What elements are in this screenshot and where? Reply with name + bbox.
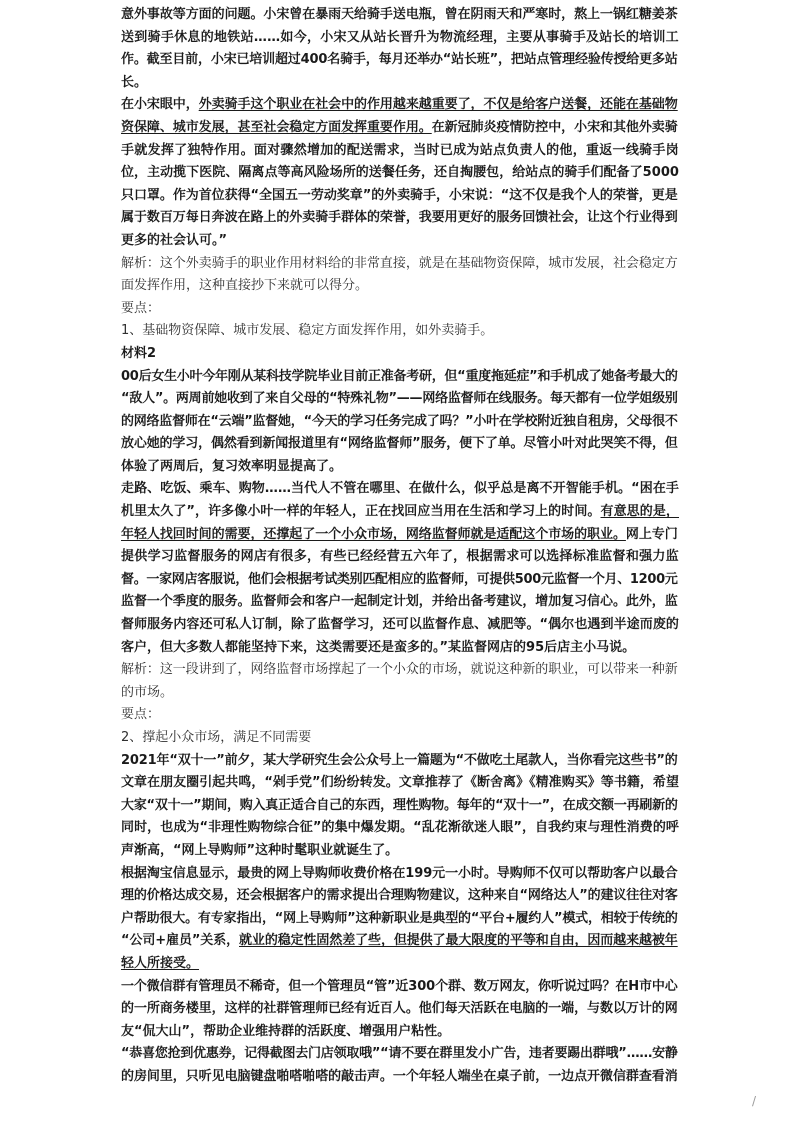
- text-run: 同时，也成为“非理性购物综合征”的集中爆发期。“乱花渐欲迷人眼”，自我约束与理性消费的呼: [121, 820, 680, 836]
- text-run: 2、撑起小众市场，满足不同需要: [121, 730, 312, 745]
- text-run: 友“侃大山”，帮助企业维持群的活跃度、增强用户粘性。: [121, 1023, 451, 1039]
- text-line: [121, 411, 679, 434]
- text-run: 走路、吃饭、乘车、购物……当代人不管在哪里、在做什么，似乎总是离不开智能手机。“困在手: [121, 481, 679, 497]
- analysis-paragraph: [121, 253, 679, 298]
- text-run: 根据淘宝信息显示，最贵的网上导购师收费价格在199元一小时。导购师不仅可以帮助客户以最合: [121, 865, 678, 881]
- text-run: 长。: [121, 74, 148, 90]
- line-content: [121, 549, 679, 564]
- line-content: [121, 436, 678, 451]
- material-paragraph: [121, 750, 679, 863]
- text-line: [121, 998, 679, 1021]
- text-line: [121, 456, 679, 479]
- underlined-text: 轻人所接受。: [121, 955, 200, 971]
- line-content: [121, 165, 679, 180]
- document-body: [121, 4, 679, 1089]
- text-run: 只口罩。作为首位获得“全国五一劳动奖章”的外卖骑手，小宋说：“这不仅是我个人的荣誉，更是: [121, 187, 678, 203]
- line-content: [121, 414, 678, 429]
- material-paragraph: [121, 1043, 679, 1088]
- line-content: [121, 707, 160, 722]
- text-line: [121, 614, 679, 637]
- line-content: [121, 143, 679, 158]
- line-content: [121, 753, 678, 768]
- text-line: [121, 343, 679, 366]
- line-content: [121, 820, 679, 835]
- line-content: [121, 459, 342, 474]
- text-line: [121, 478, 679, 501]
- material-paragraph: [121, 343, 679, 366]
- line-content: [121, 866, 678, 881]
- text-run: 监督一个季度的服务。监督师会和客户一起制定计划，并给出备考建议，增加复习信心。此外，监: [121, 594, 678, 610]
- text-line: [121, 1043, 679, 1066]
- text-run: 体验了两周后，复习效率明显提高了。: [121, 458, 343, 474]
- line-content: [121, 369, 678, 384]
- text-line: [121, 795, 679, 818]
- line-content: [121, 933, 678, 948]
- text-run: 要点：: [121, 707, 161, 723]
- text-run: 的一所商务楼里，这样的社群管理师已经有近百人。他们每天活跃在电脑的一端，与数以万计的网: [121, 1001, 678, 1017]
- text-line: [121, 253, 679, 276]
- text-line: [121, 930, 679, 953]
- text-line: [121, 230, 679, 253]
- line-content: [121, 572, 678, 587]
- text-line: [121, 976, 679, 999]
- line-content: [121, 120, 678, 135]
- material-paragraph: [121, 94, 679, 252]
- material-paragraph: [121, 366, 679, 479]
- text-run: “公司+雇员”关系，: [121, 933, 240, 949]
- text-run: 送到骑手休息的地铁站……如今，小宋又从站长晋升为物流经理，主要从事骑手及站长的培训工: [121, 29, 679, 45]
- line-content: [121, 233, 227, 248]
- text-run: 属于数百万每日奔波在路上的外卖骑手群体的荣誉，我要用更好的服务回馈社会，让这个行业得到: [121, 210, 678, 226]
- line-content: [121, 798, 678, 813]
- line-content: [121, 527, 678, 542]
- line-content: [121, 346, 156, 361]
- text-run: 机里太久了”，许多像小叶一样的年轻人，正在找回应当用在生活和学习上的时间。: [121, 504, 601, 520]
- line-content: [121, 1001, 678, 1016]
- text-line: [121, 546, 679, 569]
- text-run: 1、基础物资保障、城市发展、稳定方面发挥作用，如外卖骑手。: [121, 323, 494, 339]
- text-run: 2021年“双十一”前夕，某大学研究生会公众号上一篇题为“不做吃土尾款人，当你看完这些书”的: [121, 752, 678, 768]
- text-line: [121, 185, 679, 208]
- text-run: 督师服务内容还可私人订制，除了监督学习，还可以监督作息、减肥等。“偶尔也遇到半途而废的: [121, 617, 679, 633]
- text-line: [121, 207, 679, 230]
- line-content: [121, 662, 678, 677]
- text-line: [121, 320, 679, 343]
- text-run: 放心她的学习，偶然看到新闻报道里有“网络监督师”服务，便下了单。尽管小叶对此哭笑不得，但: [121, 436, 678, 452]
- text-line: [121, 953, 679, 976]
- text-run: 位，主动揽下医院、隔离点等高风险场所的送餐任务，还自掏腰包，给站点的骑手们配备了5000: [121, 165, 679, 181]
- material-paragraph: [121, 863, 679, 976]
- underlined-text: 资保障、城市发展，甚至社会稳定方面发挥重要作用。: [121, 119, 432, 135]
- line-content: [121, 775, 679, 790]
- text-line: [121, 1021, 679, 1044]
- line-content: [121, 278, 368, 293]
- text-line: [121, 704, 679, 727]
- text-run: 文章在朋友圈引起共鸣，“剁手党”们纷纷转发。文章推荐了《断舍离》《精准购买》等书籍，希望: [121, 775, 679, 791]
- underlined-text: 有意思的是，: [600, 504, 679, 520]
- text-line: [121, 863, 679, 886]
- line-content: [121, 30, 679, 45]
- line-content: [121, 7, 678, 22]
- line-content: [121, 617, 679, 632]
- text-run: 解析：这一段讲到了，网络监督市场撑起了一个小众的市场，就说这种新的职业，可以带来一种新: [121, 662, 678, 678]
- text-line: [121, 388, 679, 411]
- line-content: [121, 956, 199, 971]
- text-line: [121, 49, 679, 72]
- line-content: [121, 1069, 678, 1084]
- line-content: [121, 504, 679, 519]
- text-line: [121, 366, 679, 389]
- text-line: [121, 433, 679, 456]
- text-run: 手就发挥了独特作用。面对骤然增加的配送需求，当时已成为站点负责人的他，重返一线骑手岗: [121, 142, 679, 158]
- text-run: 更多的社会认可。”: [121, 232, 228, 248]
- line-content: [121, 210, 678, 225]
- line-content: [121, 97, 678, 112]
- text-line: [121, 275, 679, 298]
- text-line: [121, 750, 679, 773]
- text-run: 材料2: [121, 345, 157, 361]
- text-run: 大家“双十一”期间，购入真正适合自己的东西，理性购物。每年的“双十一”，在成交额一再刷新的: [121, 797, 678, 813]
- text-run: 面发挥作用，这种直接抄下来就可以得分。: [121, 278, 369, 294]
- text-run: 要点：: [121, 300, 161, 316]
- analysis-paragraph: [121, 659, 679, 704]
- text-line: [121, 659, 679, 682]
- text-line: [121, 501, 679, 524]
- line-content: [121, 911, 678, 926]
- text-line: [121, 772, 679, 795]
- text-line: [121, 682, 679, 705]
- text-line: [121, 908, 679, 931]
- text-line: [121, 637, 679, 660]
- line-content: [121, 685, 173, 700]
- text-line: [121, 298, 679, 321]
- underlined-text: 就业的稳定性固然差了些，但提供了最大限度的平等和自由，因而越来越被年: [239, 933, 678, 949]
- text-run: 督。一家网店客服说，他们会根据考试类别匹配相应的监督师，可提供500元监督一个月、1200元: [121, 571, 678, 587]
- page-mark: /: [752, 1094, 757, 1108]
- underlined-text: 年轻人找回时间的需要，还撑起了一个小众市场，网络监督师就是适配这个市场的职业。: [121, 526, 626, 542]
- text-line: [121, 817, 679, 840]
- text-run: 客户，但大多数人都能坚持下来，这类需要还是蛮多的。”某监督网店的95后店主小马说。: [121, 639, 636, 655]
- line-content: [121, 323, 493, 338]
- analysis-paragraph: [121, 298, 679, 321]
- text-run: 在新冠肺炎疫情防控中，小宋和其他外卖骑: [431, 119, 678, 135]
- text-run: 一个微信群有管理员不稀奇，但一个管理员“管”近300个群、数万网友，你听说过吗？在H市中心: [121, 978, 678, 994]
- line-content: [121, 843, 398, 858]
- text-run: 在小宋眼中，: [121, 97, 199, 113]
- line-content: [121, 301, 160, 316]
- line-content: [121, 75, 147, 90]
- analysis-paragraph: [121, 727, 679, 750]
- text-line: [121, 524, 679, 547]
- text-line: [121, 162, 679, 185]
- material-paragraph: [121, 976, 679, 1044]
- analysis-paragraph: [121, 704, 679, 727]
- text-run: 提供学习监督服务的网店有很多，有些已经经营五六年了，根据需求可以选择标准监督和强力监: [121, 549, 679, 565]
- text-line: [121, 4, 679, 27]
- line-content: [121, 888, 678, 903]
- text-run: 解析：这个外卖骑手的职业作用材料给的非常直接，就是在基础物资保障，城市发展，社会稳定方: [121, 255, 678, 271]
- text-line: [121, 140, 679, 163]
- text-run: 的市场。: [121, 684, 174, 700]
- line-content: [121, 979, 678, 994]
- text-run: 的网络监督师在“云端”监督她，“今天的学习任务完成了吗？”小叶在学校附近独自租房，父母很不: [121, 413, 678, 429]
- line-content: [121, 52, 678, 67]
- underlined-text: 外卖骑手这个职业在社会中的作用越来越重要了，不仅是给客户送餐，还能在基础物: [198, 97, 678, 113]
- text-line: [121, 1066, 679, 1089]
- text-run: 理的价格达成交易，还会根据客户的需求提出合理购物建议，这种来自“网络达人”的建议往往对客: [121, 888, 678, 904]
- analysis-paragraph: [121, 320, 679, 343]
- text-run: 作。截至目前，小宋已培训超过400名骑手，每月还举办“站长班”，把站点管理经验传授给更多站: [121, 52, 678, 68]
- text-run: 意外事故等方面的问题。小宋曾在暴雨天给骑手送电瓶，曾在阴雨天和严寒时，熬上一锅红糖姜茶: [121, 7, 678, 22]
- material-paragraph: [121, 478, 679, 659]
- text-line: [121, 27, 679, 50]
- line-content: [121, 640, 635, 655]
- text-line: [121, 569, 679, 592]
- text-line: [121, 72, 679, 95]
- text-run: 的房间里，只听见电脑键盘啪嗒啪嗒的敲击声。一个年轻人端坐在桌子前，一边点开微信群查看消: [121, 1068, 678, 1084]
- line-content: [121, 730, 311, 745]
- text-line: [121, 885, 679, 908]
- text-run: 户帮助很大。有专家指出，“网上导购师”这种新职业是典型的“平台+履约人”模式，相较于传统的: [121, 910, 678, 926]
- line-content: [121, 391, 678, 406]
- line-content: [121, 188, 678, 203]
- line-content: [121, 481, 679, 496]
- line-content: [121, 1024, 450, 1039]
- text-run: 00后女生小叶今年刚从某科技学院毕业目前正准备考研，但“重度拖延症”和手机成了她备考最大的: [121, 368, 678, 384]
- line-content: [121, 594, 678, 609]
- text-line: [121, 840, 679, 863]
- line-content: [121, 1046, 678, 1061]
- text-run: “恭喜您抢到优惠券，记得截图去门店领取哦”“请不要在群里发小广告，违者要踢出群哦”……安静: [121, 1046, 678, 1062]
- text-line: [121, 727, 679, 750]
- text-run: “敌人”。两周前她收到了来自父母的“特殊礼物”——网络监督师在线服务。每天都有一位学姐级别: [121, 391, 678, 407]
- text-run: 声渐高，“网上导购师”这种时髦职业就诞生了。: [121, 842, 399, 858]
- text-line: [121, 117, 679, 140]
- text-line: [121, 591, 679, 614]
- material-paragraph: [121, 4, 679, 94]
- text-run: 网上专门: [625, 526, 678, 542]
- line-content: [121, 256, 678, 271]
- text-line: [121, 94, 679, 117]
